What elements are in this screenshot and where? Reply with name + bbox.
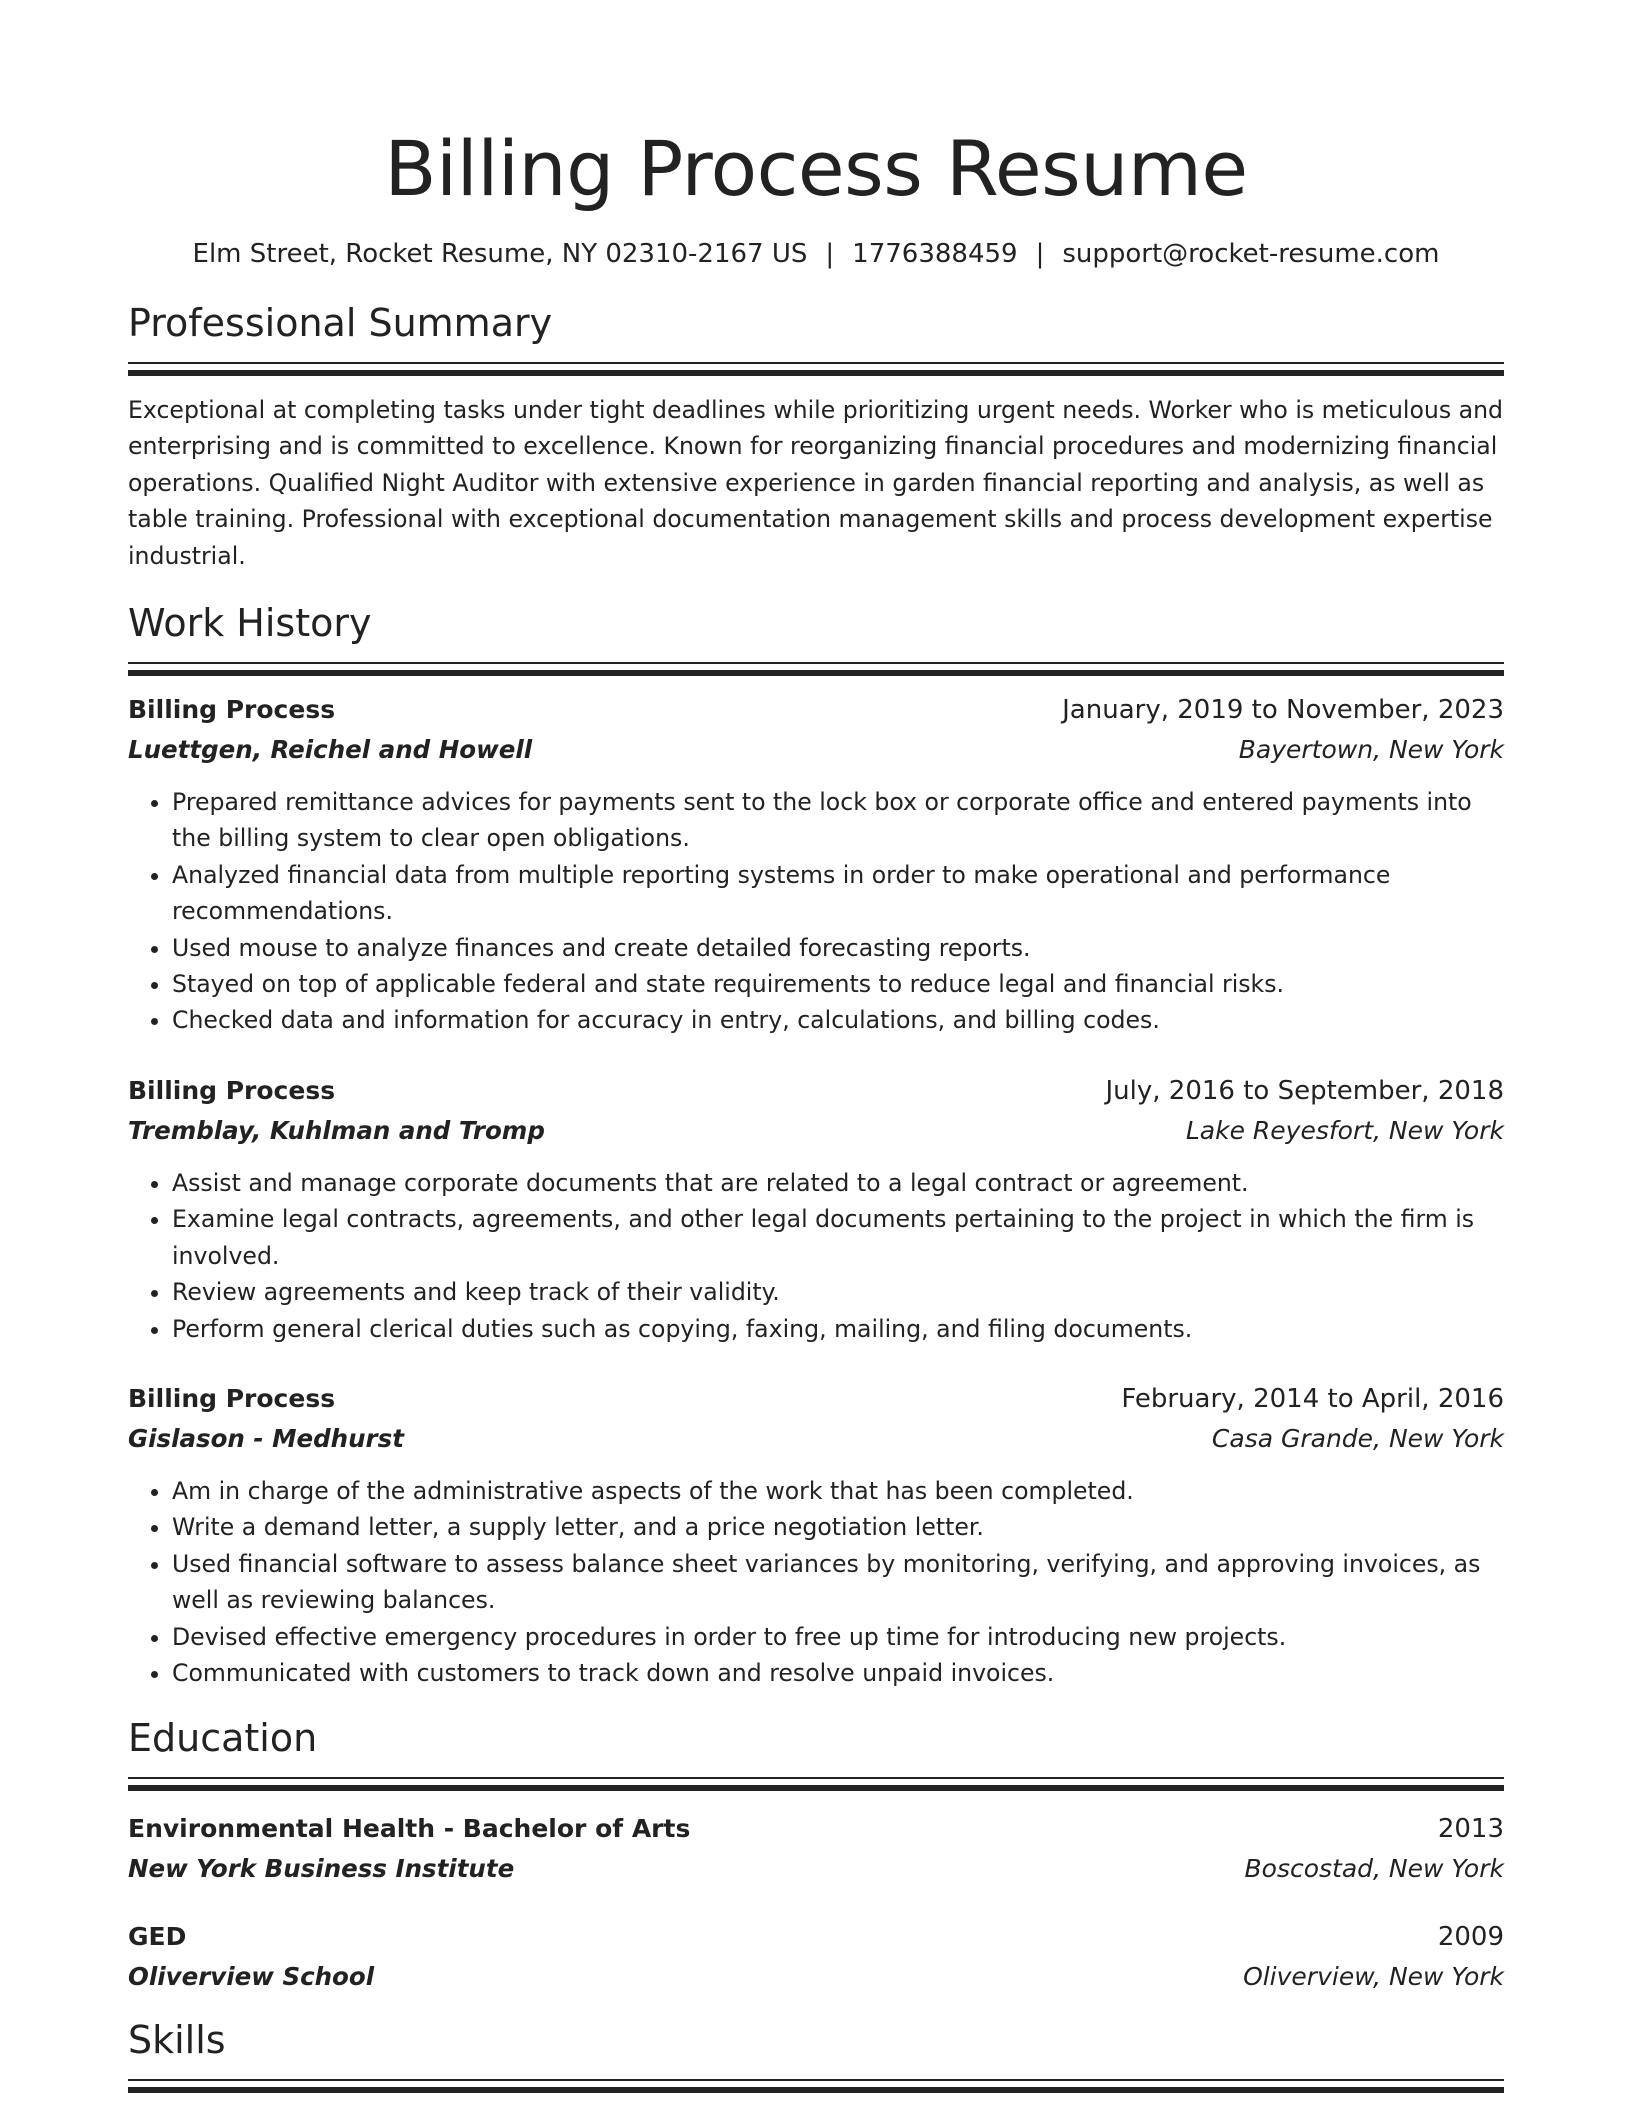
education-year: 2009	[1437, 1922, 1504, 1953]
job-header	[128, 1071, 1504, 1111]
job-title: Billing Process	[128, 695, 336, 725]
section-divider	[128, 362, 1504, 376]
job-location: Casa Grande, New York	[1211, 1423, 1504, 1453]
job-header	[128, 690, 1504, 730]
job-company: Tremblay, Kuhlman and Tromp	[128, 1115, 545, 1145]
job-entry	[128, 690, 1504, 1039]
list-item: • Prepared remittance advices for payments sent to the lock box or corporate office and entered payments into the billing system to clear open obligations.	[172, 784, 1504, 857]
job-header	[128, 1379, 1504, 1419]
resume-title: Billing Process Resume	[384, 124, 1248, 213]
list-item: • Am in charge of the administrative aspects of the work that has been completed.	[172, 1473, 1504, 1509]
education-degree: GED	[128, 1922, 187, 1952]
education-header	[128, 1917, 1504, 1957]
job-title: Billing Process	[128, 1075, 336, 1105]
section-divider	[128, 1777, 1504, 1791]
section-divider	[128, 662, 1504, 676]
section-professional-summary	[128, 298, 1504, 574]
summary-text: Exceptional at completing tasks under tight deadlines while prioritizing urgent needs. Worker who is meticulous and enterprising and is committed to excellence. Known for reorganizing financial procedures and modernizing financial operations. Qualified Night Auditor with extensive experience in garden financial reporting and analysis, as well as table training. Professional with exceptional documentation management skills and process development expertise industrial.	[128, 396, 1504, 570]
list-item: • Assist and manage corporate documents that are related to a legal contract or agreement.	[172, 1165, 1504, 1201]
job-subheader	[128, 730, 1504, 770]
section-divider	[128, 2079, 1504, 2093]
job-bullets	[128, 1165, 1504, 1347]
contact-address: Elm Street, Rocket Resume, NY 02310-2167 US	[192, 239, 808, 269]
list-item: • Review agreements and keep track of their validity.	[172, 1274, 1504, 1310]
section-work-history	[128, 598, 1504, 1691]
education-entry	[128, 1809, 1504, 1889]
list-item: • Stayed on top of applicable federal and state requirements to reduce legal and financial risks.	[172, 966, 1504, 1002]
education-school: New York Business Institute	[128, 1854, 515, 1884]
list-item: • Analyzed financial data from multiple reporting systems in order to make operational and performance recommendations.	[172, 857, 1504, 930]
education-subheader	[128, 1957, 1504, 1997]
section-education	[128, 1713, 1504, 1997]
job-title: Billing Process	[128, 1383, 336, 1413]
contact-separator: |	[825, 239, 835, 269]
job-bullets	[128, 1473, 1504, 1691]
section-heading: Work History	[128, 601, 372, 646]
education-header	[128, 1809, 1504, 1849]
list-item: • Checked data and information for accuracy in entry, calculations, and billing codes.	[172, 1002, 1504, 1038]
job-location: Lake Reyesfort, New York	[1185, 1115, 1504, 1145]
job-dates: July, 2016 to September, 2018	[1105, 1075, 1504, 1106]
education-location: Boscostad, New York	[1244, 1854, 1504, 1884]
education-location: Oliverview, New York	[1243, 1962, 1504, 1992]
section-heading: Professional Summary	[128, 301, 553, 345]
job-subheader	[128, 1111, 1504, 1151]
resume-page	[128, 0, 1504, 2093]
section-heading: Education	[128, 1716, 318, 1761]
job-dates: February, 2014 to April, 2016	[1121, 1383, 1504, 1414]
job-subheader	[128, 1419, 1504, 1459]
education-entry	[128, 1917, 1504, 1997]
section-skills	[128, 2015, 1504, 2093]
list-item: • Used financial software to assess balance sheet variances by monitoring, verifying, and approving invoices, as well as reviewing balances.	[172, 1546, 1504, 1619]
contact-email: support@rocket-resume.com	[1062, 239, 1440, 269]
job-bullets	[128, 784, 1504, 1039]
contact-separator: |	[1035, 239, 1045, 269]
list-item: • Write a demand letter, a supply letter, and a price negotiation letter.	[172, 1509, 1504, 1545]
job-location: Bayertown, New York	[1238, 735, 1504, 765]
job-company: Luettgen, Reichel and Howell	[128, 735, 533, 765]
list-item: • Examine legal contracts, agreements, and other legal documents pertaining to the project in which the firm is involved.	[172, 1201, 1504, 1274]
education-year: 2013	[1437, 1814, 1504, 1845]
education-degree: Environmental Health - Bachelor of Arts	[128, 1814, 691, 1844]
contact-phone: 1776388459	[852, 239, 1018, 269]
section-heading: Skills	[128, 2018, 226, 2063]
job-dates: January, 2019 to November, 2023	[1062, 695, 1504, 726]
education-subheader	[128, 1849, 1504, 1889]
job-entry	[128, 1379, 1504, 1691]
job-company: Gislason - Medhurst	[128, 1423, 404, 1453]
list-item: • Used mouse to analyze finances and create detailed forecasting reports.	[172, 930, 1504, 966]
list-item: • Perform general clerical duties such as copying, faxing, mailing, and filing documents.	[172, 1311, 1504, 1347]
list-item: • Communicated with customers to track down and resolve unpaid invoices.	[172, 1655, 1504, 1691]
education-school: Oliverview School	[128, 1962, 375, 1992]
list-item: • Devised effective emergency procedures in order to free up time for introducing new projects.	[172, 1619, 1504, 1655]
job-entry	[128, 1071, 1504, 1347]
contact-line	[128, 234, 1504, 274]
